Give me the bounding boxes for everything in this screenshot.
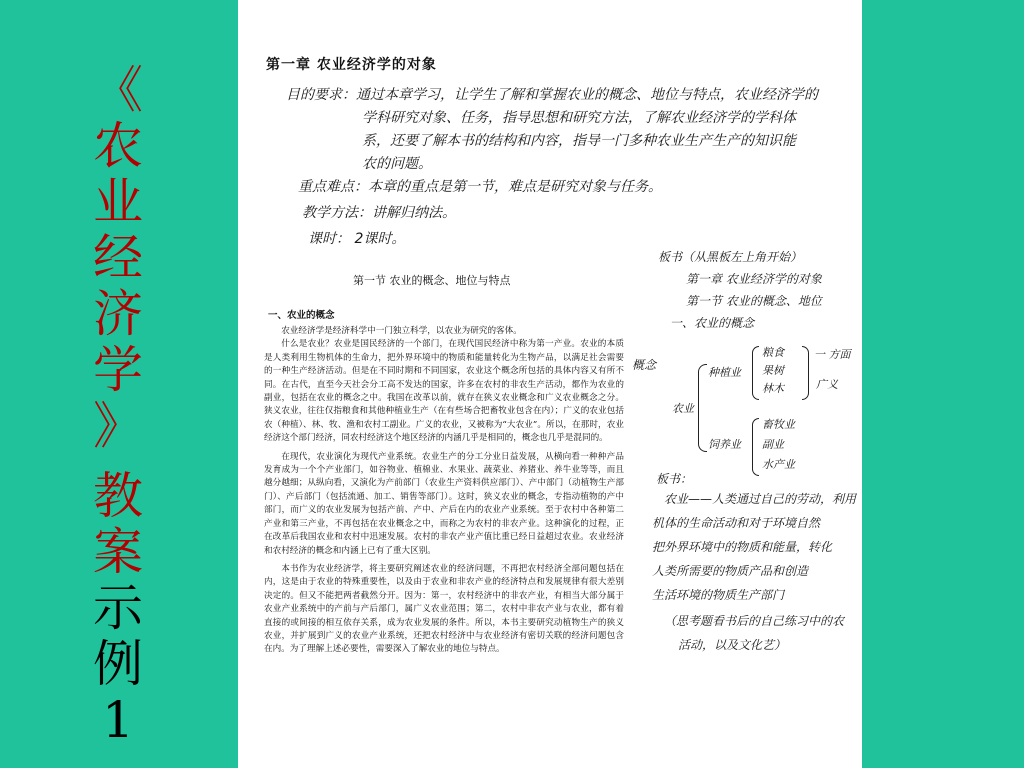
subtitle-char: 教 <box>93 467 143 525</box>
paragraph: 本书作为农业经济学，将主要研究阐述农业的经济问题，不再把农村经济全部问题包括在内，这是由于农业的特殊重要性，以及由于农业和非农产业的经济特点和发展规律有很大差别决定的。但又不能把两者截然分开。因为：第一，农村经济中的非农产业，有相当大部分属于农业产业系统中的产前与产后部门，属广义农业范围；第二，农村中非农产业与农业，都有着直接的或间接的相互依存关系，成为农业发展的条件。所以，本书主要研究动植物生产的狭义农业，并扩展到广义的农业产业系统，还把农村经济中与农业经济有密切关联的经济问题包含在内。为了理解上述必要性，需要深入了解农业的地位与特点。 <box>264 563 624 655</box>
subtitle-char: 案 <box>93 523 143 581</box>
handwritten-goals-line-2: 学科研究对象、任务，指导思想和研究方法，了解农业经济学的学科体 <box>362 110 796 126</box>
subtitle-char: 示 <box>93 579 143 637</box>
title-char: 农 <box>93 117 143 175</box>
tree-brace <box>752 418 759 476</box>
body-text <box>264 325 624 657</box>
margin-note: 农业——人类通过自己的劳动，利用 <box>664 492 857 506</box>
handwritten-teaching-method: 教学方法：讲解归纳法。 <box>302 205 456 221</box>
tree-branch-husbandry: 饲养业 <box>708 438 741 451</box>
sidebar-title <box>88 62 148 748</box>
margin-note: 概念 <box>632 358 657 372</box>
paragraph: 农业经济学是经济科学中一门独立科学，以农业为研究的客体。 <box>281 326 522 336</box>
tree-brace <box>802 346 809 400</box>
scanned-document <box>238 0 862 768</box>
tree-item: 果树 <box>762 364 784 377</box>
tree-right-sub: 广义 <box>816 378 838 391</box>
margin-note: 一、农业的概念 <box>670 316 755 330</box>
tree-item: 畜牧业 <box>762 418 795 431</box>
margin-note: 机体的生命活动和对于环境自然 <box>652 516 821 530</box>
handwritten-goals-line-1: 目的要求：通过本章学习，让学生了解和掌握农业的概念、地位与特点，农业经济学的 <box>286 87 818 103</box>
handwritten-key-points: 重点难点：本章的重点是第一节，难点是研究对象与任务。 <box>298 179 662 195</box>
paragraph: 什么是农业？农业是国民经济的一个部门，在现代国民经济中称为第一产业。农业的本质是人类利用生物机体的生命力，把外界环境中的物质和能量转化为生物产品，以满足社会需要的一种生产经济活动。但是在不同时期和不同国家，农业这个概念所包括的具体内容又有所不同。在古代，直至今天社会分工高不发达的国家，许多在农村的非农生产活动，都作为农业的副业，包括在农业的概念之中。我国在改革以前，就存在狭义农业概念和广义农业概念之分。狭义农业，往往仅指粮食和其他种植业生产（在有些场合把畜牧业包含在内）；广义的农业包括农（种植）、林、牧、渔和农村工副业。广义的农业，又被称为“大农业”。所以，在那时，农业经济这个部门经济，同农村经济这个地区经济的内涵几乎是相同的，概念也几乎是混同的。 <box>264 339 624 444</box>
tree-item: 水产业 <box>762 458 795 471</box>
tree-brace <box>698 364 707 452</box>
title-char: 济 <box>93 285 143 343</box>
tree-item: 林木 <box>762 382 784 395</box>
margin-note: 人类所需要的物质产品和创造 <box>652 564 809 578</box>
margin-note: 板书： <box>656 472 693 486</box>
margin-note: 生活环境的物质生产部门 <box>652 588 785 602</box>
title-char: 学 <box>93 341 143 399</box>
tree-root-label: 农业 <box>672 402 694 415</box>
margin-note: 第一节 农业的概念、地位 <box>686 294 822 308</box>
margin-note: （思考题看书后的自己练习中的农 <box>664 614 845 628</box>
tree-right-label: 一 方面 <box>814 348 851 361</box>
subtitle-char: 1 <box>102 691 134 749</box>
handwritten-goals-line-4: 农的问题。 <box>362 156 432 172</box>
handwritten-goals-line-3: 系，还要了解本书的结构和内容，指导一门多种农业生产生产的知识能 <box>362 133 796 149</box>
tree-item: 副业 <box>762 438 784 451</box>
chapter-title: 第一章 农业经济学的对象 <box>266 57 437 73</box>
title-char: 》 <box>93 397 143 455</box>
title-char: 《 <box>93 61 143 119</box>
tree-brace <box>752 346 759 400</box>
agriculture-classification-tree <box>672 340 862 480</box>
margin-note: 活动，以及文化艺） <box>678 638 787 652</box>
title-char: 经 <box>93 229 143 287</box>
margin-note: 把外界环境中的物质和能量，转化 <box>652 540 833 554</box>
margin-note: 第一章 农业经济学的对象 <box>686 272 822 286</box>
title-char: 业 <box>93 173 143 231</box>
handwritten-class-hours: 课时： 2课时。 <box>308 231 406 247</box>
tree-branch-planting: 种植业 <box>708 366 741 379</box>
subtitle-char: 例 <box>93 635 143 693</box>
section-title: 第一节 农业的概念、地位与特点 <box>353 274 511 287</box>
tree-item: 粮食 <box>762 346 784 359</box>
margin-note: 板书（从黑板左上角开始） <box>658 250 803 264</box>
subsection-title: 一、农业的概念 <box>268 310 335 321</box>
paragraph: 在现代，农业演化为现代产业系统。农业生产的分工分业日益发展，从横向看一种种产品发育成为一个个产业部门，如谷物业、植棉业、水果业、蔬菜业、养猪业、养牛业等等，而且越分越细；从纵向看，又演化为产前部门（农业生产资料供应部门）、产中部门（动植物生产部门）、产后部门（包括流通、加工、销售等部门）。这时，狭义农业的概念，专指动植物的产中部门，而广义的农业发展为包括产前、产中、产后在内的农业产业系统。至于农村中各种第二产业和第三产业，不再包括在农业概念之中，而称之为农村的非农产业。这种演化的过程，正在改革后我国农业和农村中迅速发展。农村的非农产业产值比重已经日益超过农业。农业经济和农村经济的概念和内涵上已有了重大区别。 <box>264 451 624 556</box>
